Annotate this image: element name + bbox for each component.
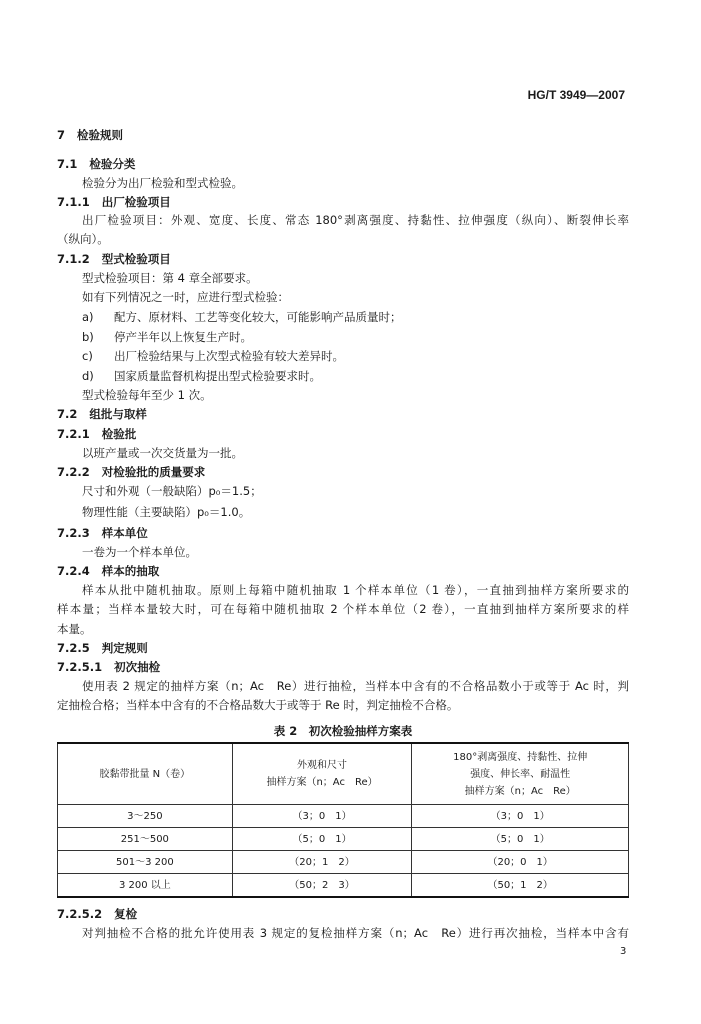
header-line: 抽样方案（n；Ac Re） <box>464 785 576 797</box>
section-7-2-4-heading <box>57 562 159 580</box>
cell-batch: 3～250 <box>58 805 233 828</box>
section-title: 初次抽检 <box>114 660 161 674</box>
table-caption: 表 2 初次检验抽样方案表 <box>273 724 413 738</box>
cell-physical: （5；0 1） <box>412 828 629 851</box>
list-item-text: 配方、原材料、工艺等变化较大，可能影响产品质量时； <box>114 310 402 324</box>
column-header-batch: 胶黏带批量 N（卷） <box>58 743 233 805</box>
paragraph-line: 样本量；当样本量较大时，可在每箱中随机抽取 2 个样本单位（2 卷），一直抽到抽样方案所要求的样 <box>57 602 629 616</box>
section-title: 型式检验项目 <box>101 252 171 266</box>
paragraph-line: 使用表 2 规定的抽样方案（n；Ac Re）进行抽检，当样本中含有的不合格品数小于或等于 Ac 时，判 <box>82 679 629 693</box>
paragraph: 如有下列情况之一时，应进行型式检验： <box>82 290 289 304</box>
paragraph: 物理性能（主要缺陷）p₀＝1.0。 <box>82 505 251 519</box>
section-number: 7.2.4 <box>57 564 90 578</box>
paragraph: 型式检验每年至少 1 次。 <box>82 388 212 402</box>
section-number: 7.1 <box>57 157 78 171</box>
paragraph-line: 定抽检合格；当样本中含有的不合格品数大于或等于 Re 时，判定抽检不合格。 <box>57 698 459 712</box>
paragraph: 检验分为出厂检验和型式检验。 <box>82 176 243 190</box>
section-7-2-3-heading <box>57 524 148 542</box>
cell-physical: （20；0 1） <box>412 851 629 874</box>
list-item-label: a) <box>82 310 94 324</box>
list-item <box>82 308 402 326</box>
section-7-2-1-heading <box>57 425 136 443</box>
section-title: 出厂检验项目 <box>101 195 171 209</box>
cell-batch: 3 200 以上 <box>58 874 233 898</box>
section-number: 7.1.1 <box>57 195 90 209</box>
table-row <box>58 874 629 898</box>
section-7-2-5-1-heading <box>57 658 160 676</box>
list-item-label: d) <box>82 369 94 383</box>
table-row <box>58 828 629 851</box>
section-title: 检验规则 <box>77 128 124 142</box>
sampling-plan-table <box>57 742 629 898</box>
column-header-physical <box>412 743 629 805</box>
cell-batch: 501～3 200 <box>58 851 233 874</box>
section-number: 7.2.3 <box>57 526 90 540</box>
list-item-label: c) <box>82 349 93 363</box>
list-item-label: b) <box>82 330 94 344</box>
header-line: 外观和尺寸 <box>297 760 348 771</box>
cell-appearance: （20；1 2） <box>232 851 412 874</box>
section-number: 7.2.5 <box>57 641 90 655</box>
section-title: 对检验批的质量要求 <box>101 465 206 479</box>
section-7-2-5-2-heading <box>57 905 137 923</box>
list-item <box>82 347 344 365</box>
section-7-2-5-heading <box>57 639 148 657</box>
section-number: 7.2 <box>57 407 78 421</box>
section-7-2-heading <box>57 405 147 423</box>
cell-batch: 251～500 <box>58 828 233 851</box>
table-row <box>58 805 629 828</box>
section-7-1-1-heading <box>57 193 171 211</box>
section-number: 7 <box>57 128 66 142</box>
header-line: 180°剥离强度、持黏性、拉伸 <box>453 751 588 763</box>
section-title: 判定规则 <box>101 641 148 655</box>
list-item-text: 停产半年以上恢复生产时。 <box>114 330 252 344</box>
table-row <box>58 851 629 874</box>
header-line: 抽样方案（n；Ac Re） <box>266 777 378 788</box>
cell-physical: （50；1 2） <box>412 874 629 898</box>
section-number: 7.2.1 <box>57 427 90 441</box>
section-number: 7.2.2 <box>57 465 90 479</box>
section-title: 检验批 <box>101 427 137 441</box>
section-7-1-heading <box>57 155 135 173</box>
page-number: 3 <box>620 946 627 957</box>
paragraph: 一卷为一个样本单位。 <box>82 545 197 559</box>
table-header-row <box>58 743 629 805</box>
section-number: 7.2.5.1 <box>57 660 103 674</box>
section-title: 样本单位 <box>101 526 148 540</box>
paragraph: 以班产量或一次交货量为一批。 <box>82 446 243 460</box>
paragraph: 尺寸和外观（一般缺陷）p₀＝1.5； <box>82 484 262 498</box>
section-title: 组批与取样 <box>89 407 147 421</box>
section-number: 7.2.5.2 <box>57 907 103 921</box>
list-item-text: 国家质量监督机构提出型式检验要求时。 <box>114 369 321 383</box>
column-header-appearance <box>232 743 412 805</box>
section-title: 检验分类 <box>89 157 136 171</box>
section-7-heading <box>57 126 123 144</box>
paragraph-line: 出厂检验项目：外观、宽度、长度、常态 180°剥离强度、持黏性、拉伸强度（纵向）、断裂伸长率 <box>82 213 629 227</box>
section-number: 7.1.2 <box>57 252 90 266</box>
paragraph-line: 对判抽检不合格的批允许使用表 3 规定的复检抽样方案（n；Ac Re）进行再次抽检，当样本中含有 <box>82 926 629 940</box>
list-item <box>82 328 252 346</box>
header-line: 强度、伸长率、耐温性 <box>470 768 571 780</box>
list-item-text: 出厂检验结果与上次型式检验有较大差异时。 <box>114 349 344 363</box>
section-7-1-2-heading <box>57 250 171 268</box>
paragraph-line: （纵向）。 <box>57 232 109 246</box>
section-title: 样本的抽取 <box>101 564 160 578</box>
list-item <box>82 367 321 385</box>
section-7-2-2-heading <box>57 463 205 481</box>
cell-appearance: （50；2 3） <box>232 874 412 898</box>
paragraph-line: 样本从批中随机抽取。原则上每箱中随机抽取 1 个样本单位（1 卷），一直抽到抽样方案所要求的 <box>82 583 629 597</box>
document-code: HG/T 3949—2007 <box>527 88 625 102</box>
cell-appearance: （5；0 1） <box>232 828 412 851</box>
paragraph-line: 本量。 <box>57 622 92 636</box>
section-title: 复检 <box>114 907 138 921</box>
paragraph: 型式检验项目：第 4 章全部要求。 <box>82 271 258 285</box>
cell-physical: （3；0 1） <box>412 805 629 828</box>
cell-appearance: （3；0 1） <box>232 805 412 828</box>
